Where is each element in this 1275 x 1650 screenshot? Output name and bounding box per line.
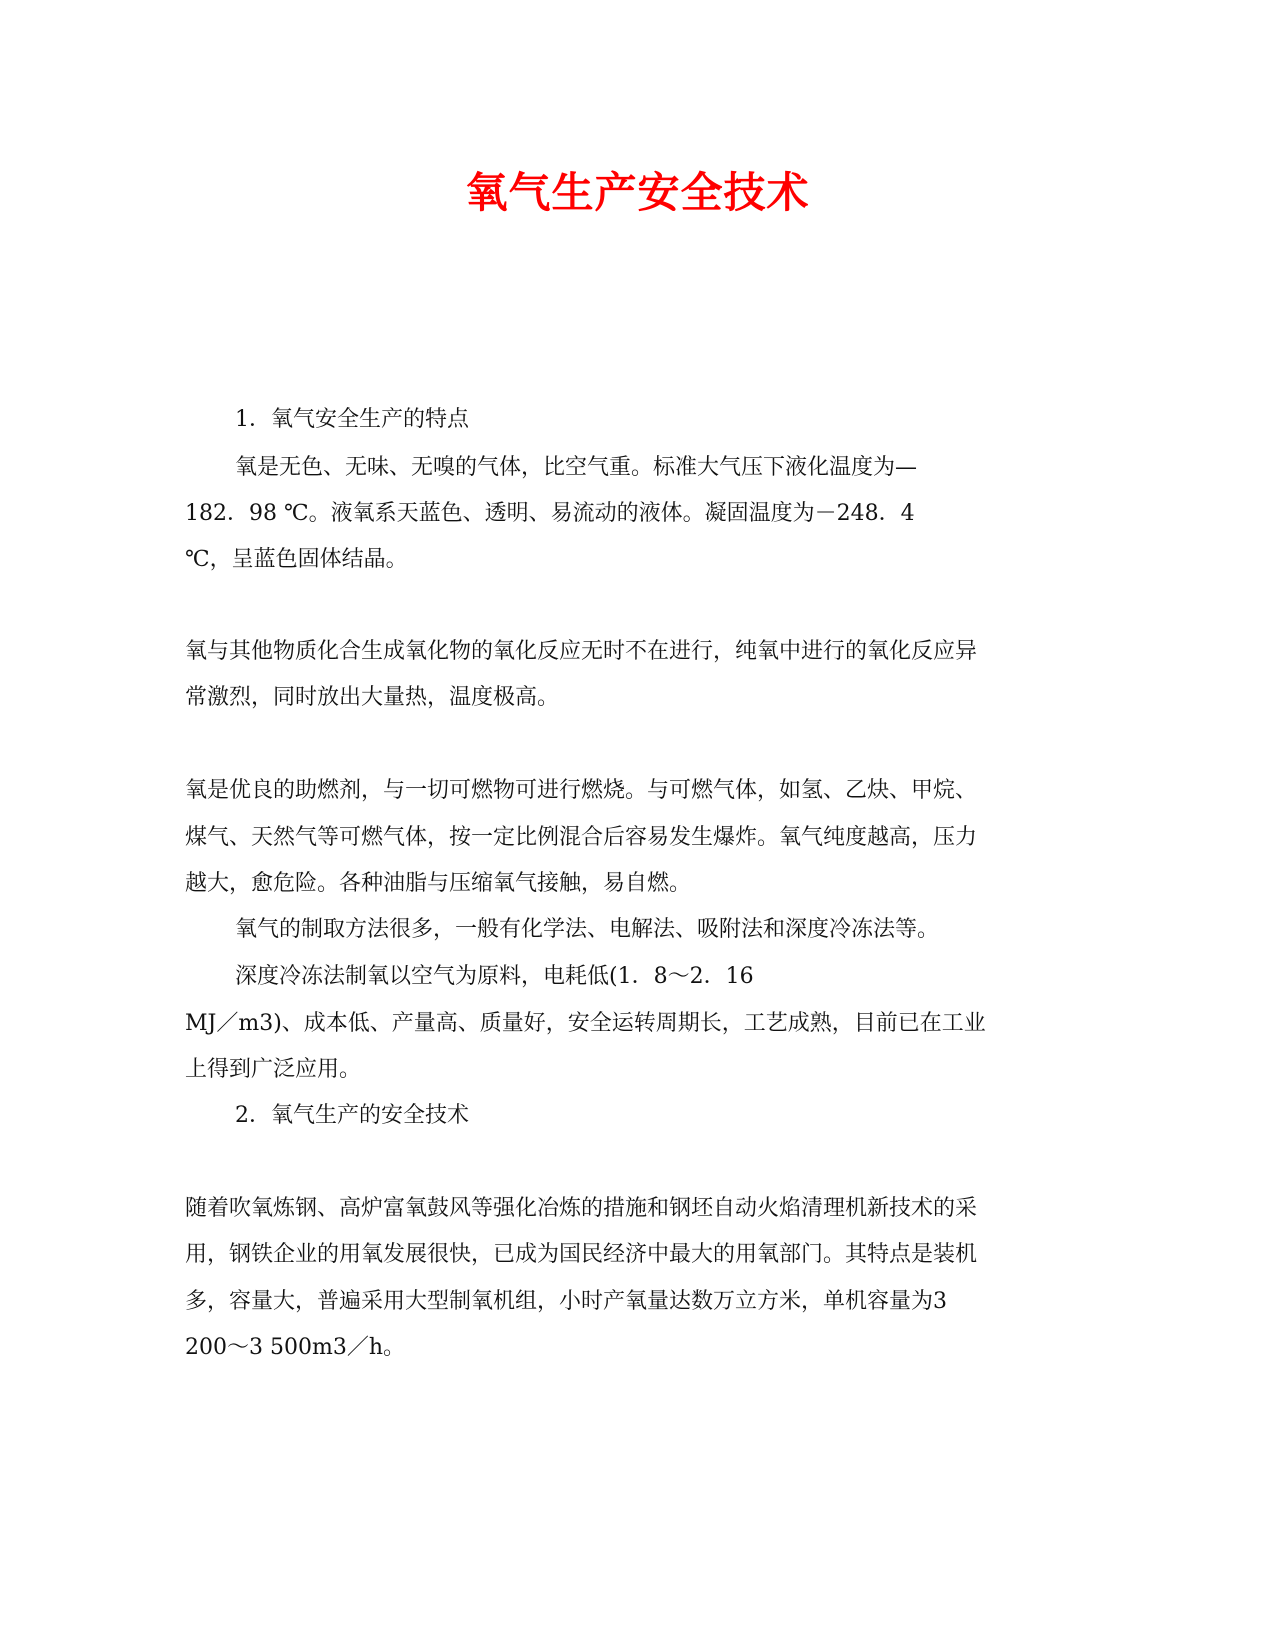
paragraph-line: 182．98 ℃。液氧系天蓝色、透明、易流动的液体。凝固温度为－248．4 — [185, 501, 915, 526]
paragraph-line: 氧是无色、无味、无嗅的气体，比空气重。标准大气压下液化温度为— — [235, 455, 918, 480]
paragraph-line: 氧气的制取方法很多，一般有化学法、电解法、吸附法和深度冷冻法等。 — [235, 917, 940, 942]
paragraph-line: 用，钢铁企业的用氧发展很快，已成为国民经济中最大的用氧部门。其特点是装机 — [185, 1242, 978, 1267]
paragraph-line: 随着吹氧炼钢、高炉富氧鼓风等强化冶炼的措施和钢坯自动火焰清理机新技术的采 — [185, 1196, 978, 1221]
paragraph-line: 氧是优良的助燃剂，与一切可燃物可进行燃烧。与可燃气体，如氢、乙炔、甲烷、 — [185, 778, 978, 803]
paragraph-line: 常激烈，同时放出大量热，温度极高。 — [185, 685, 560, 710]
paragraph-line: ℃，呈蓝色固体结晶。 — [185, 547, 408, 572]
paragraph-line: 上得到广泛应用。 — [185, 1057, 362, 1082]
paragraph-line: 煤气、天然气等可燃气体，按一定比例混合后容易发生爆炸。氧气纯度越高，压力 — [185, 825, 978, 850]
section-heading-2: 2．氧气生产的安全技术 — [235, 1103, 469, 1128]
document-title: 氧气生产安全技术 — [465, 168, 810, 217]
paragraph-line: 多，容量大，普遍采用大型制氧机组，小时产氧量达数万立方米，单机容量为3 — [185, 1289, 947, 1314]
paragraph-line: MJ／m3)、成本低、产量高、质量好，安全运转周期长，工艺成熟，目前已在工业 — [185, 1011, 986, 1036]
paragraph-line: 氧与其他物质化合生成氧化物的氧化反应无时不在进行，纯氧中进行的氧化反应异 — [185, 639, 978, 664]
paragraph-line: 200～3 500m3／h。 — [185, 1335, 406, 1360]
paragraph-line: 深度冷冻法制氧以空气为原料，电耗低(1．8～2．16 — [235, 964, 754, 989]
paragraph-line: 越大，愈危险。各种油脂与压缩氧气接触，易自燃。 — [185, 871, 692, 896]
section-heading-1: 1．氧气安全生产的特点 — [235, 407, 469, 432]
